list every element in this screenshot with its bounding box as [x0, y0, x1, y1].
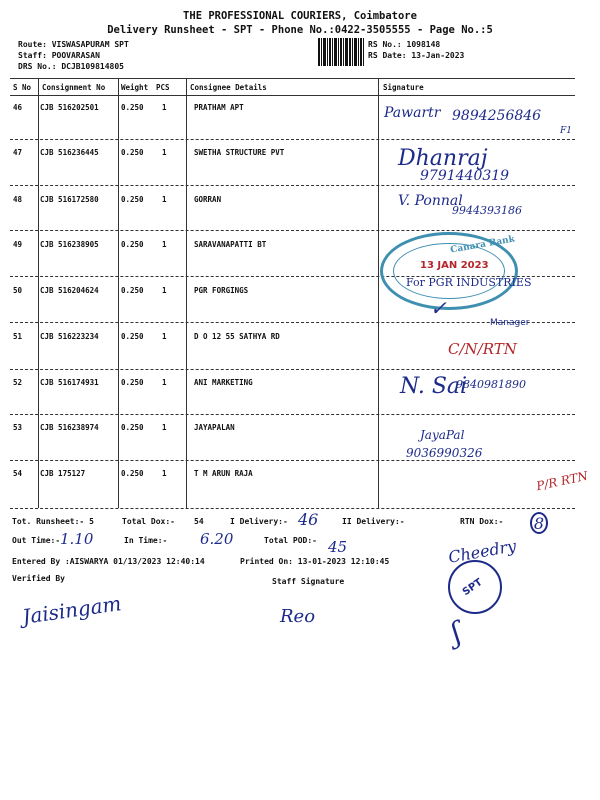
- row-48-weight: 0.250: [121, 195, 144, 204]
- total-pod-label: Total POD:-: [264, 536, 317, 545]
- staff-label: Staff: POOVARASAN: [18, 51, 100, 60]
- row-48-consignee: GORRAN: [194, 195, 222, 204]
- column-divider: [38, 78, 39, 508]
- in-time-label: In Time:-: [124, 536, 168, 545]
- table-top-border: [10, 78, 575, 79]
- row-46-sno: 46: [13, 103, 23, 112]
- row-48-consignment: CJB 516172580: [40, 195, 99, 204]
- row-51-consignment: CJB 516223234: [40, 332, 99, 341]
- drs-label: DRS No.: DCJB109814805: [18, 62, 124, 71]
- signature-48: V. Ponnal: [398, 193, 463, 209]
- row-53-weight: 0.250: [121, 423, 144, 432]
- row-47-weight: 0.250: [121, 148, 144, 157]
- entered-by: Entered By :AISWARYA 01/13/2023 12:40:14: [12, 557, 205, 566]
- column-divider: [118, 78, 119, 508]
- row-50-pcs: 1: [162, 286, 167, 295]
- row-47-pcs: 1: [162, 148, 167, 157]
- i-delivery-label: I Delivery:-: [230, 517, 288, 526]
- rs-date: RS Date: 13-Jan-2023: [368, 51, 465, 60]
- total-pod-value: 45: [328, 538, 348, 556]
- row-51-sno: 51: [13, 332, 23, 341]
- row-52-sno: 52: [13, 378, 23, 387]
- company-title: THE PROFESSIONAL COURIERS, Coimbatore: [183, 10, 417, 22]
- seal-scribble: ʃ: [446, 615, 466, 650]
- column-divider: [186, 78, 187, 508]
- row-48-sno: 48: [13, 195, 23, 204]
- total-dox-value: 54: [194, 517, 204, 526]
- row-52-pcs: 1: [162, 378, 167, 387]
- staff-signature-label: Staff Signature: [272, 577, 345, 586]
- row-51-consignee: D O 12 55 SATHYA RD: [194, 332, 280, 341]
- row-47-sno: 47: [13, 148, 23, 157]
- return-note-51: C/N/RTN: [448, 340, 517, 358]
- row-53-sno: 53: [13, 423, 23, 432]
- row-52-consignment: CJB 516174931: [40, 378, 99, 387]
- row-divider: [10, 369, 575, 370]
- runsheet-subtitle: Delivery Runsheet - SPT - Phone No.:0422-3505555 - Page No.:5: [107, 24, 493, 36]
- receiver-signature: Cheedry: [446, 536, 518, 567]
- rtn-dox-label: RTN Dox:-: [460, 517, 504, 526]
- verified-by-label: Verified By: [12, 574, 65, 583]
- row-53-consignee: JAYAPALAN: [194, 423, 235, 432]
- row-divider: [10, 230, 575, 231]
- stamp-date: 13 JAN 2023: [420, 260, 489, 271]
- stamp-manager: Manager: [490, 318, 530, 328]
- total-runsheet: Tot. Runsheet:- 5: [12, 517, 94, 526]
- column-divider: [378, 78, 379, 508]
- row-47-consignment: CJB 516236445: [40, 148, 99, 157]
- row-51-pcs: 1: [162, 332, 167, 341]
- row-51-weight: 0.250: [121, 332, 144, 341]
- ii-delivery-label: II Delivery:-: [342, 517, 405, 526]
- row-54-pcs: 1: [162, 469, 167, 478]
- office-seal-text: SPT: [460, 576, 485, 599]
- stamp-bank-name: Canara Bank: [449, 234, 516, 256]
- rtn-dox-value: 8: [530, 512, 548, 534]
- row-54-consignment: CJB 175127: [40, 469, 86, 478]
- signature-52: N. Sai: [400, 374, 468, 399]
- row-46-pcs: 1: [162, 103, 167, 112]
- row-53-consignment: CJB 516238974: [40, 423, 99, 432]
- row-46-consignment: CJB 516202501: [40, 103, 99, 112]
- signature-46-extra: F1: [560, 126, 572, 136]
- out-time-value: 1.10: [60, 530, 94, 548]
- row-49-sno: 49: [13, 240, 23, 249]
- row-54-weight: 0.250: [121, 469, 144, 478]
- row-54-sno: 54: [13, 469, 23, 478]
- signature-52-phone: 9840981890: [456, 378, 526, 391]
- column-header-sno: S No: [13, 83, 32, 92]
- row-49-pcs: 1: [162, 240, 167, 249]
- barcode-icon: [318, 38, 364, 66]
- route-label: Route: VISWASAPURAM SPT: [18, 40, 129, 49]
- row-48-pcs: 1: [162, 195, 167, 204]
- row-49-consignee: SARAVANAPATTI BT: [194, 240, 267, 249]
- row-52-weight: 0.250: [121, 378, 144, 387]
- signature-47: Dhanraj: [398, 146, 488, 171]
- table-header-border: [10, 95, 575, 96]
- row-49-consignment: CJB 516238905: [40, 240, 99, 249]
- row-50-sno: 50: [13, 286, 23, 295]
- out-time-label: Out Time:-: [12, 536, 61, 545]
- row-46-weight: 0.250: [121, 103, 144, 112]
- row-50-consignee: PGR FORGINGS: [194, 286, 249, 295]
- column-header-signature: Signature: [383, 83, 424, 92]
- row-52-consignee: ANI MARKETING: [194, 378, 253, 387]
- signature-47-phone: 9791440319: [420, 168, 510, 184]
- column-header-pcs: PCS: [156, 83, 170, 92]
- row-divider: [10, 185, 575, 186]
- row-49-weight: 0.250: [121, 240, 144, 249]
- row-50-consignment: CJB 516204624: [40, 286, 99, 295]
- bank-stamp-ring: [393, 243, 505, 299]
- signature-53: JayaPal: [420, 428, 465, 442]
- column-header-weight: Weight: [121, 83, 149, 92]
- row-53-pcs: 1: [162, 423, 167, 432]
- row-54-consignee: T M ARUN RAJA: [194, 469, 253, 478]
- row-50-weight: 0.250: [121, 286, 144, 295]
- stamp-for-company: For PGR INDUSTRIES: [406, 276, 532, 289]
- column-header-consignment: Consignment No: [42, 83, 106, 92]
- staff-signature: Reo: [280, 606, 316, 627]
- signature-48-phone: 9944393186: [452, 204, 522, 217]
- column-header-consignee: Consignee Details: [190, 83, 267, 92]
- table-bottom-border: [10, 508, 575, 509]
- verified-signature: Jaisingam: [20, 591, 123, 629]
- row-divider: [10, 139, 575, 140]
- in-time-value: 6.20: [200, 530, 234, 548]
- printed-on: Printed On: 13-01-2023 12:10:45: [240, 557, 390, 566]
- row-46-consignee: PRATHAM APT: [194, 103, 244, 112]
- rs-number: RS No.: 1098148: [368, 40, 441, 49]
- total-dox-label: Total Dox:-: [122, 517, 175, 526]
- signature-46-phone: 9894256846: [452, 108, 542, 124]
- row-divider: [10, 460, 575, 461]
- row-divider: [10, 414, 575, 415]
- signature-46: Pawartr: [384, 105, 441, 121]
- signature-53-phone: 9036990326: [406, 446, 483, 460]
- row-47-consignee: SWETHA STRUCTURE PVT: [194, 148, 285, 157]
- i-delivery-value: 46: [298, 510, 319, 529]
- signature-50: ✓: [430, 296, 447, 320]
- return-note-54: P/R RTN: [535, 468, 590, 494]
